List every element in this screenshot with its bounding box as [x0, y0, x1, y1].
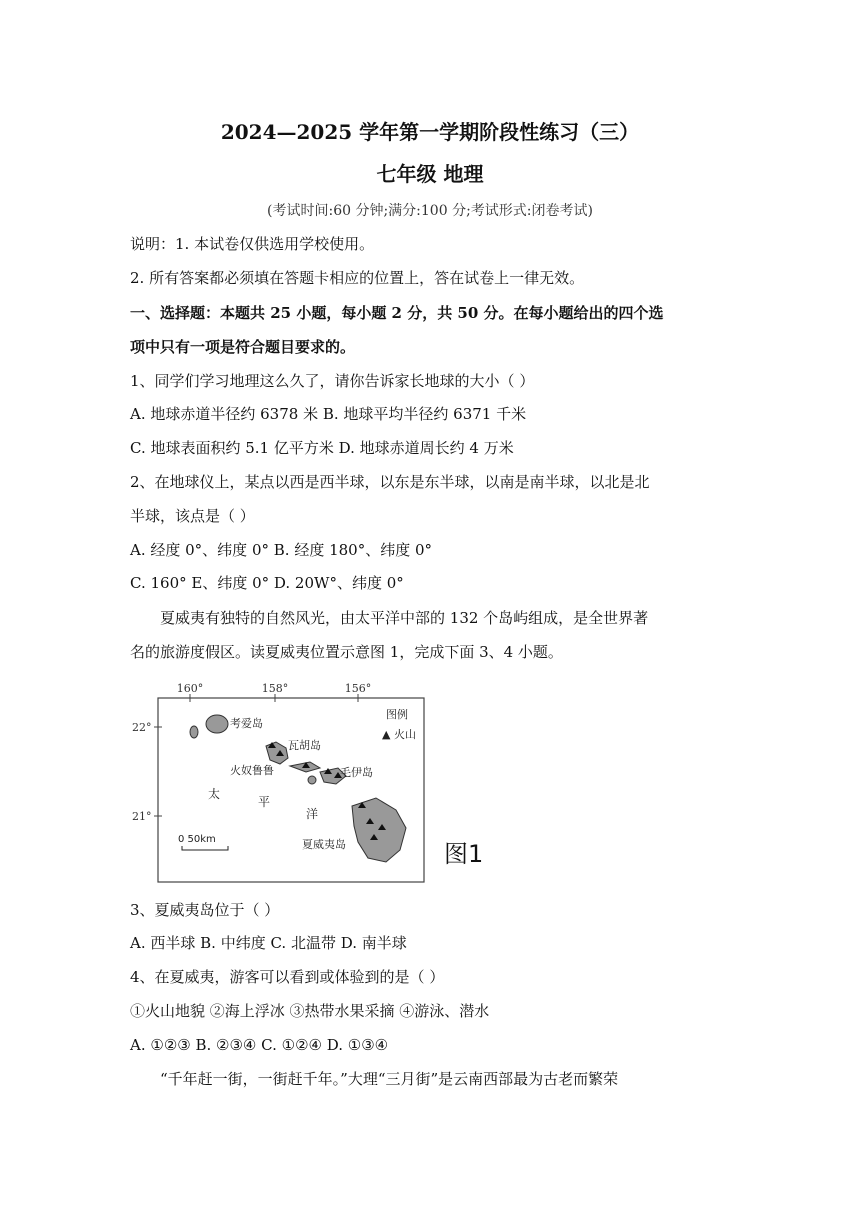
ocean-label: 洋 — [306, 807, 319, 821]
legend-title: 图例 — [386, 708, 408, 721]
ocean-label: 平 — [258, 795, 271, 809]
exam-info: (考试时间:60 分钟;满分:100 分;考试形式:闭卷考试) — [267, 203, 593, 219]
instruction-line-2: 2. 所有答案都必须填在答题卡相应的位置上，答在试卷上一律无效。 — [130, 269, 585, 287]
lon-label: 160° — [176, 682, 204, 695]
scale-label: 0 50km — [178, 834, 216, 845]
kauai-label: 考爱岛 — [230, 717, 263, 730]
legend-volcano: ▲ 火山 — [382, 728, 416, 741]
lanai-island — [308, 776, 316, 784]
honolulu-label: 火奴鲁鲁 — [230, 764, 274, 777]
hawaii-map — [130, 676, 490, 884]
lat-label: 21° — [132, 810, 152, 823]
q3-options: A. 西半球 B. 中纬度 C. 北温带 D. 南半球 — [130, 934, 407, 952]
ocean-label: 太 — [208, 787, 221, 801]
exam-subtitle: 七年级 地理 — [376, 162, 484, 186]
hawaii-map-figure — [130, 676, 490, 884]
instruction-line-1: 说明：1. 本试卷仅供选用学校使用。 — [130, 235, 375, 253]
q1-options-1: A. 地球赤道半径约 6378 米 B. 地球平均半径约 6371 千米 — [130, 405, 527, 423]
exam-title: 2024—2025 学年第一学期阶段性练习（三） — [220, 120, 640, 144]
section-heading: 一、选择题：本题共 25 小题，每小题 2 分，共 50 分。在每小题给出的四个选 — [130, 304, 664, 322]
q2-stem-1: 2、在地球仪上，某点以西是西半球，以东是东半球，以南是南半球，以北是北 — [130, 473, 650, 491]
q1-stem: 1、同学们学习地理这么久了，请你告诉家长地球的大小（ ） — [130, 372, 535, 390]
q1-options-2: C. 地球表面积约 5.1 亿平方米 D. 地球赤道周长约 4 万米 — [130, 439, 514, 457]
oahu-label: 瓦胡岛 — [288, 739, 321, 752]
q4-options: A. ①②③ B. ②③④ C. ①②④ D. ①③④ — [130, 1036, 389, 1054]
q2-stem-2: 半球，该点是（ ） — [130, 507, 255, 525]
q3-stem: 3、夏威夷岛位于（ ） — [130, 901, 280, 919]
q2-options-2: C. 160° E、纬度 0° D. 20W°、纬度 0° — [130, 574, 404, 592]
q4-items: ①火山地貌 ②海上浮冰 ③热带水果采摘 ④游泳、潜水 — [130, 1002, 490, 1020]
section-heading-cont: 项中只有一项是符合题目要求的。 — [130, 338, 356, 356]
lon-label: 158° — [261, 682, 289, 695]
q2-options-1: A. 经度 0°、纬度 0° B. 经度 180°、纬度 0° — [130, 541, 433, 559]
hawaii-passage-1: 夏威夷有独特的自然风光，由太平洋中部的 132 个岛屿组成，是全世界著 — [160, 609, 649, 627]
maui-label: 毛伊岛 — [340, 766, 373, 779]
kauai-island — [206, 715, 228, 733]
dali-passage: “千年赶一街，一街赶千年。”大理“三月街”是云南西部最为古老而繁荣 — [160, 1070, 619, 1088]
figure-caption: 图1 — [444, 840, 484, 868]
lon-label: 156° — [344, 682, 372, 695]
niihau-island — [190, 726, 198, 738]
q4-stem: 4、在夏威夷，游客可以看到或体验到的是（ ） — [130, 968, 445, 986]
lat-label: 22° — [132, 721, 152, 734]
hawaii-label: 夏威夷岛 — [302, 838, 346, 851]
hawaii-passage-2: 名的旅游度假区。读夏威夷位置示意图 1，完成下面 3、4 小题。 — [130, 643, 563, 661]
